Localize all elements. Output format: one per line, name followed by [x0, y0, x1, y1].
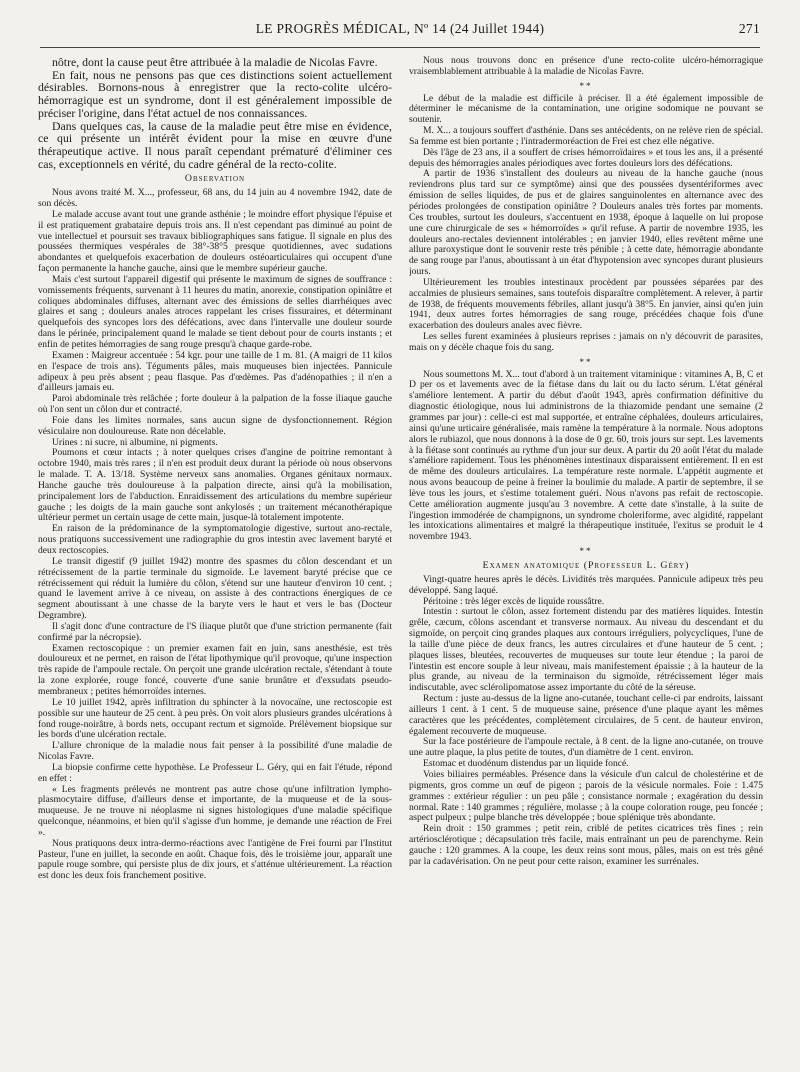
paragraph: Les selles furent examinées à plusieurs reprises : jamais on n'y découvrit de parasites, mais on y décèle chaque fois du sang.	[409, 331, 763, 353]
paragraph: Estomac et duodénum distendus par un liquide foncé.	[423, 758, 629, 770]
intro-paragraph: nôtre, dont la cause peut être attribuée à la maladie de Nicolas Favre.	[52, 56, 378, 69]
paragraph: Sur la face postérieure de l'ampoule rectale, à 8 cent. de la ligne ano-cutanée, on trouve une autre plaque, la plus petite de toutes, d'un diamètre de 1 cent. environ.	[409, 736, 763, 759]
paragraph: Rectum : juste au-dessus de la ligne ano-cutanée, touchant celle-ci par endroits, laissant ailleurs 1 cent. à 1 cent. 5 de muqueuse saine, présence d'une plaque ayant les mêmes caractères que les précédentes, complètement circulaires, de 5 cent. de hauteur environ, également recouverte de muqueuse.	[409, 693, 763, 737]
intro-paragraph: En fait, nous ne pensons pas que ces distinctions soient actuellement désirables. Bornons-nous à enregistrer que la recto-colite ulcéro-hémorragique est un syndrome, dont il est généralement impossible de préciser l'origine, dans l'état actuel de nos connaissances.	[38, 67, 392, 120]
paragraph: Il s'agit donc d'une contracture de l'S iliaque plutôt que d'une striction permanente (fait confirmé par la nécropsie).	[38, 620, 392, 643]
paragraph: Intestin : surtout le côlon, assez fortement distendu par des matières liquides. Intestin grêle, cæcum, côlons ascendant et transverse normaux. Au niveau du descendant et du sigmoïde, on perçoit cinq grandes plaques aux contours irréguliers, polycycliques, l'une de la taille d'une pièce de deux francs, les autres circulaires et d'une hauteur de 5 cent. ; plaques lisses, bleutées, recouvertes de muqueuses sur toute leur étendue ; la paroi de l'intestin est encore souple à leur niveau, mais manifestement épaissie ; à la hauteur de la plus grande, au niveau de la terminaison du sigmoïde, rétrécissement léger mais indiscutable, avec sclérolipomatose assez importante du côté de la séreuse.	[409, 606, 763, 694]
paragraph: Le transit digestif (9 juillet 1942) montre des spasmes du côlon descendant et un rétrécissement de la partie terminale du sigmoïde. Le lavement baryté précise que ce rétrécissement qui réduit la lumière du côlon, s'étend sur une hauteur d'environ 10 cent. ; quand le lavement arrive à ce niveau, on assiste à des contractions énergiques de ce segment aboutissant à une chasse de la baryte vers le haut et vers le bas (Docteur Degrambre).	[38, 555, 392, 622]
paragraph: Rein droit : 150 grammes ; petit rein, criblé de petites cicatrices très fines ; rein artériosclérotique ; décapsulation très facile, mais entraînant un peu de parenchyme. Rein gauche : 120 grammes. A la coupe, les deux reins sont mous, pâles, mais on est très gêné par la cadavérisation. On ne peut pour cette raison, examiner les surrénales.	[409, 823, 763, 867]
paragraph: Le début de la maladie est difficile à préciser. Il a été également impossible de déterminer le mécanisme de la contamination, une origine sodomique ne pouvant se soutenir.	[409, 92, 763, 126]
intro-paragraph: Dans quelques cas, la cause de la maladie peut être mise en évidence, ce qui présente un intérêt évident pour la mise en œuvre d'une thérapeutique active. Il nous paraît cependant prématuré d'éliminer ces cas, exceptionnels en vérité, du cadre général de la recto-colite.	[38, 118, 392, 171]
paragraph: Nous soumettons M. X... tout d'abord à un traitement vitaminique : vitamines A, B, C et D per os et lavements avec de la fiétase dans du lait ou du lacto sérum. L'état général s'améliore lentement. A partir du début d'août 1943, après confirmation définitive du diagnostic étiologique, nous lui administrons de la thiazomide pendant une semaine (2 grammes par jour) : celle-ci est mal supportée, et entraîne céphalées, douleurs articulaires, ainsi qu'une urticaire généralisée, mais ramène la température à la normale. Nous adoptons alors le rubiazol, que nous donnons à la dose de 0 gr. 60, trois jours sur sept. Les lavements à la fiétase sont continués au rythme d'un jour sur deux. A partir du 20 août l'état du malade s'améliore rapidement. Tous les phénomènes intestinaux disparaissent entièrement. Il en est de même des douleurs articulaires. La température reste normale. L'appétit augmente et nous avons beaucoup de peine à freiner la boulimie du malade. A partir de septembre, il se lève tous les jours, et s'estime totalement guéri. Nous n'avons pas refait de rectoscopie. Cette amélioration augmente jusqu'au 3 novembre. A cette date s'installe, à la suite de l'ingestion immodérée de champignons, un syndrome choleriforme, avec algidité, rappelant les intoxications alimentaires et malgré la thérapeutique instituée, l'exitus se produit le 4 novembre 1943.	[409, 368, 763, 543]
paragraph: Examen : Maigreur accentuée : 54 kgr. pour une taille de 1 m. 81. (A maigri de 11 kilos en l'espace de trois ans). Téguments pâles, mais muqueuses bien injectées. Pannicule adipeux à peu près absent ; peau flasque. Pas d'œdèmes. Pas d'adénopathies ; il n'en a d'ailleurs jamais eu.	[38, 349, 392, 394]
header-rule	[40, 47, 760, 48]
paragraph: Voies biliaires perméables. Présence dans la vésicule d'un calcul de cholestérine et de pigments, gros comme un œuf de pigeon ; parois de la vésicule normales. Foie : 1.475 grammes : extérieur régulier : un peu pâle ; consistance normale ; exagération du dessin normal. Rate : 140 grammes ; régulière, molasse ; à la coupe coloration rouge, peu foncée ; aspect pulpeux ; pulpe blanche très développée ; boue splénique très abondante.	[409, 769, 763, 824]
paragraph: Le malade accuse avant tout une grande asthénie ; le moindre effort physique l'épuise et il est pratiquement grabataire depuis trois ans. Il n'est cependant pas diminué au point de vue intellectuel et poursuit ses travaux bibliographiques sans fatigue. Il signale en plus des poussées thermiques vespérales de 38°-38°5 presque quotidiennes, avec sudations abondantes et quelquefois exacerbation de douleurs ostéoarticulaires qui occupent d'une façon permanente la hanche gauche, ainsi que le membre supérieur gauche.	[38, 208, 392, 275]
section-heading: Examen anatomique (Professeur L. Géry)	[482, 559, 690, 571]
paragraph: M. X... a toujours souffert d'asthénie. Dans ses antécédents, on ne relève rien de spécial. Sa femme est bien portante ; l'intradermoréaction de Frei est chez elle négative.	[409, 125, 763, 147]
left-column	[38, 56, 392, 1066]
paragraph: Poumons et cœur intacts ; à noter quelques crises d'angine de poitrine remontant à octobre 1940, mais très rares ; il n'en est produit deux durant la période où nous observons le malade. T. A. 13/18. Système nerveux sans anomalies. Organes génitaux normaux. Hanche gauche très douloureuse à la palpation directe, ainsi qu'à la mobilisation, principalement lors de l'abduction. Enraidissement des articulations du membre supérieur gauche ; les doigts de la main gauche sont ankylosés ; un traitement mécanothérapique ultérieur permet un certain usage de cette main, jusque-là totalement impotente.	[38, 447, 392, 524]
paragraph: Nous avons traité M. X..., professeur, 68 ans, du 14 juin au 4 novembre 1942, date de son décès.	[38, 187, 392, 210]
section-separator: **	[579, 546, 593, 557]
paragraph: Le 10 juillet 1942, après infiltration du sphincter à la novocaïne, une rectoscopie est possible sur une hauteur de 25 cent. à peu près. On voit alors plusieurs grandes ulcérations à fond rouge-noirâtre, à bords nets, occupant rectum et sigmoïde. Prélèvement biopsique sur les bords d'une ulcération rectale.	[38, 696, 392, 741]
page-number: 271	[738, 21, 760, 36]
paragraph: Nous nous trouvons donc en présence d'une recto-colite ulcéro-hémorragique vraisemblablement attribuable à la maladie de Nicolas Favre.	[409, 56, 763, 77]
running-header	[40, 21, 760, 43]
paragraph: A partir de 1936 s'installent des douleurs au niveau de la hanche gauche (nous reviendrons plus tard sur ce symptôme) ainsi que des poussées dysentériformes avec émission de selles liquides, de pus et de glaires sanguinolentes en alternance avec des périodes prolongées de constipation opiniâtre ? Douleurs anales très fortes par moments. Ces troubles, surtout les douleurs, s'accentuent en 1938, époque à laquelle on lui propose une cure chirurgicale de ses « hémorroïdes » qu'il refuse. A partir de novembre 1935, les douleurs ano-rectales deviennent intolérables ; en janvier 1940, elles revêtent même une allure paroxystique dont le souvenir reste très pénible ; à cette date, hémorragie abondante de sang rouge par l'anus, aboutissant à un état d'hypotension avec syncopes durant plusieurs jours.	[409, 168, 763, 278]
paragraph: L'allure chronique de la maladie nous fait penser à la possibilité d'une maladie de Nicolas Favre.	[38, 740, 392, 763]
paragraph: Ultérieurement les troubles intestinaux procèdent par poussées séparées par des accalmies de plusieurs semaines, sans toutefois disparaître complètement. A relever, à partir de 1938, de fréquents mouvements fébriles, allant jusqu'à 38°5. En janvier, ainsi qu'en juin 1941, deux autres fortes hémorragies de sang rouge, précédées chaque fois d'une exacerbation des douleurs anales avec fièvre.	[409, 276, 763, 332]
journal-title: LE PROGRÈS MÉDICAL, Nº 14 (24 Juillet 1944)	[255, 21, 545, 36]
section-heading: Observation	[184, 173, 246, 185]
paragraph: Examen rectoscopique : un premier examen fait en juin, sans anesthésie, est très douloureux et ne permet, en raison de l'état lipothymique qu'il provoque, qu'une inspection très rapide de l'ampoule rectale. On perçoit une grande ulcération rectale, s'étendant à toute la zone explorée, rouge foncé, couverte d'une sanie brunâtre et d'exsudats pseudo-membraneux ; petites hémorroïdes internes.	[38, 642, 392, 697]
paragraph: Paroi abdominale très relâchée ; forte douleur à la palpation de la fosse iliaque gauche où l'on sent un côlon dur et contracté.	[38, 393, 392, 416]
paragraph: Foie dans les limites normales, sans aucun signe de dysfonctionnement. Région vésiculaire non douloureuse. Rate non décelable.	[38, 414, 392, 437]
paragraph: La biopsie confirme cette hypothèse. Le Professeur L. Géry, qui en fait l'étude, répond en effet :	[38, 761, 392, 784]
section-separator: **	[579, 80, 593, 91]
paragraph: En raison de la prédominance de la symptomatologie digestive, surtout ano-rectale, nous pratiquons successivement une radiographie du gros intestin avec lavement baryté et deux rectoscopies.	[38, 523, 392, 557]
paragraph: Dès l'âge de 23 ans, il a souffert de crises hémorroïdaires » et tous les ans, il a présenté depuis des hémorragies anales périodiques avec fortes douleurs lors des défécations.	[409, 146, 763, 169]
paragraph: « Les fragments prélevés ne montrent pas autre chose qu'une infiltration lympho-plasmocytaire diffuse, d'ailleurs dense et importante, de la muqueuse et de la sous-muqueuse. Je ne trouve ni néoplasme ni signes histologiques d'une maladie spécifique quelconque, néanmoins, et bien qu'il s'agisse d'un homme, je demande une réaction de Frei ».	[38, 783, 392, 838]
paragraph: Nous pratiquons deux intra-dermo-réactions avec l'antigène de Frei fourni par l'Institut Pasteur, l'une en juillet, la seconde en août. Chaque fois, dès le troisième jour, apparaît une papule rouge sombre, qui persiste plus de dix jours, et s'atténue ultérieurement. La réaction est donc les deux fois franchement positive.	[38, 837, 392, 882]
paragraph: Vingt-quatre heures après le décès. Lividités très marquées. Pannicule adipeux très peu développé. Sang laqué.	[409, 573, 763, 596]
paragraph: Péritoine : très léger excès de liquide roussâtre.	[423, 595, 605, 607]
section-separator: **	[579, 356, 593, 367]
right-column	[409, 56, 763, 1066]
paragraph: Mais c'est surtout l'appareil digestif qui présente le maximum de signes de souffrance : vomissements fréquents, survenant à 11 heures du matin, anorexie, constipation opiniâtre et coliques abdominales diffuses, alternant avec des émissions de selles diarrhéiques avec glaires et sang ; douleurs anales atroces rappelant les crises fissuraires, et déterminant quelquefois des syncopes lors des défécations, avec dans l'intervalle une douleur sourde dans le périnée, principalement quand le malade se tient debout pour de courts instants ; et enfin de petites hémorragies de sang rouge presqu'à chaque garde-robe.	[38, 273, 392, 350]
paragraph: Urines : ni sucre, ni albumine, ni pigments.	[52, 436, 218, 448]
